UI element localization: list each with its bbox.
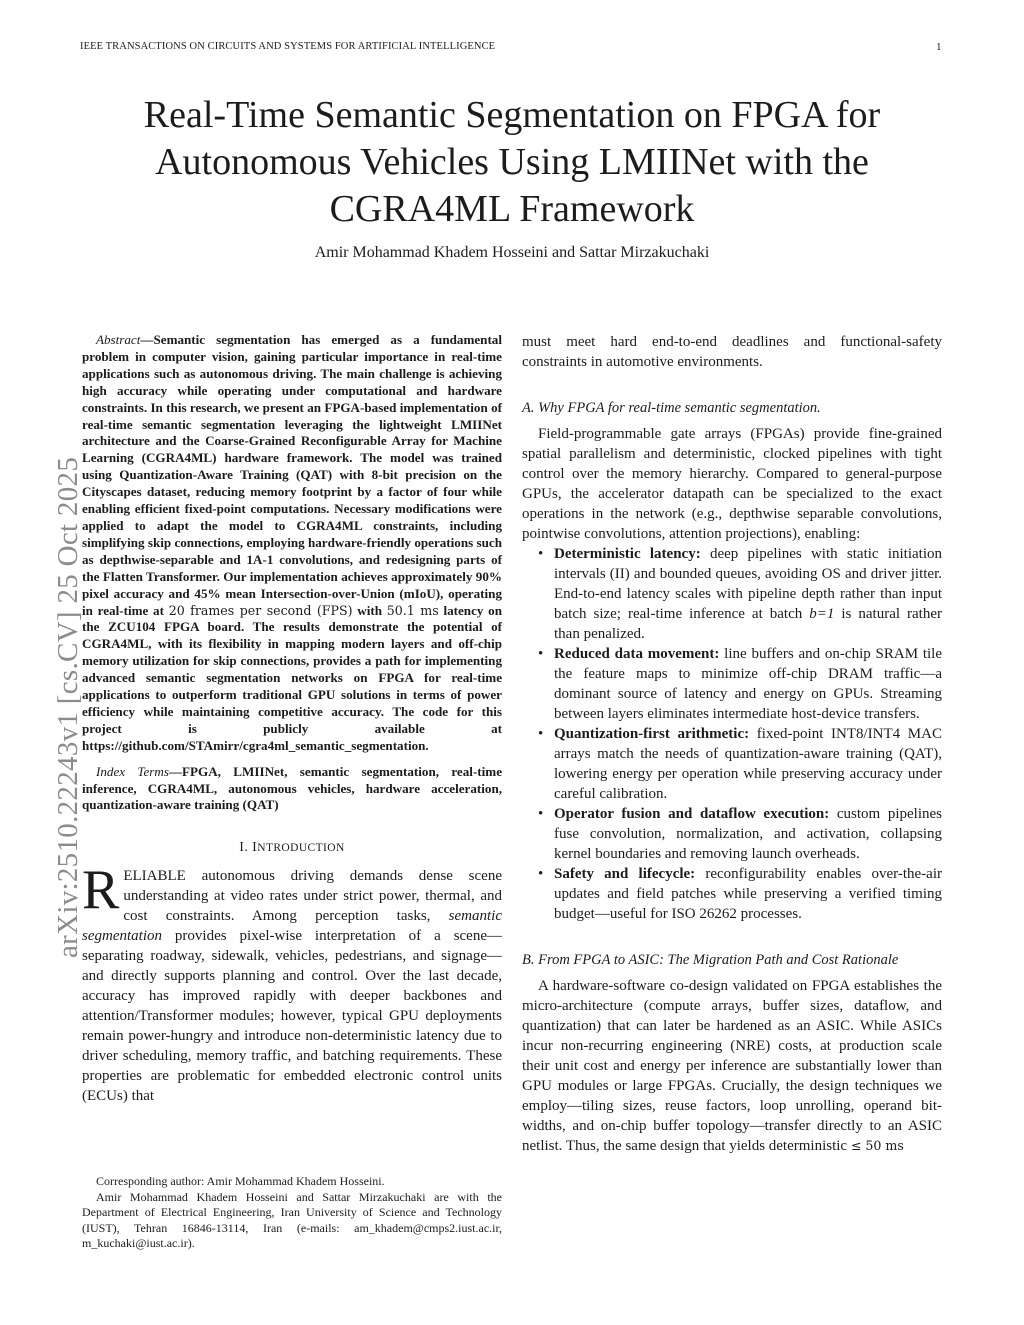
bullet-term: Quantization-first arithmetic: [554,726,750,742]
subsection-heading-a: A. Why FPGA for real-time semantic segmentation. [522,400,821,416]
abstract-fps: 20 frames per second (FPS) [168,602,353,618]
bullet-term: Reduced data movement: [554,646,720,662]
bullet-term: Safety and lifecycle: [554,866,696,882]
bullet-item [522,804,942,864]
intro-text: provides pixel-wise interpretation of a scene—separating roadway, sidewalk, vehicles, pedestrians, and signage—and directly supports planning and control. Over the last decade, accuracy has improved rapidly with deeper backbones and attention/Transformer modules; however, typical GPU deployments remain power-hungry and introduce non-deterministic latency due to driver scheduling, memory traffic, and batching requirements. These properties are problematic for embedded electronic control units (ECUs) that [82,928,502,1105]
footnote-corresponding: Corresponding author: Amir Mohammad Khadem Hosseini. [96,1174,385,1188]
intro-text: ELIABLE autonomous driving demands dense scene understanding at video rates under strict power, thermal, and cost constraints. Among perception tasks, [123,868,502,925]
title-line: CGRA4ML Framework [329,188,695,230]
page-number: 1 [936,41,942,53]
section-b-paragraph [522,976,942,1156]
bullet-list [522,544,942,924]
abstract-lead: Abstract [96,332,141,347]
right-column [522,332,942,1156]
subsection-heading-b: B. From FPGA to ASIC: The Migration Path and Cost Rationale [522,952,899,968]
intro-continuation: must meet hard end-to-end deadlines and functional-safety constraints in automotive environments. [522,334,942,370]
bullet-glyph: • [538,546,544,562]
abstract-text: with [352,602,387,618]
abstract-text: —Semantic segmentation has emerged as a fundamental problem in computer vision, gaining particular importance in real-time applications such as autonomous driving. The main challenge is achieving high accuracy while operating under computational and hardware constraints. In this research, we present an FPGA-based implementation of real-time semantic segmentation leveraging the lightweight LMIINet architecture and the Coarse-Grained Reconfigurable Array for Machine Learning (CGRA4ML) hardware framework. The model was trained using Quantization-Aware Training (QAT) with 8-bit precision on the Cityscapes dataset, reducing memory footprint by a factor of four while enabling efficient fixed-point computations. Necessary modifications were applied to adapt the model to CGRA4ML constraints, including simplifying skip connections, employing hardware-friendly operations such as depthwise-separable and 1A-1 convolutions, and redesigning parts of the Flatten Transformer. Our implementation achieves approximately 90% pixel accuracy and 45% mean Intersection-over-Union (mIoU), operating in real-time at [82,332,502,618]
left-column [82,332,502,1106]
title-line: Autonomous Vehicles Using LMIINet with the [155,141,869,183]
bullet-item [522,544,942,644]
bullet-item [522,864,942,924]
abstract-latency: 50.1 ms [386,602,439,618]
section-b-text: A hardware-software co-design validated on FPGA establishes the micro-architecture (compute arrays, buffer sizes, dataflow, and quantization) that can later be hardened as an ASIC. While ASICs incur non-recurring engineering (NRE) costs, at production scale their unit cost and energy per inference are substantially lower than GPU modules or large FPGAs. Crucially, the design techniques we employ—tiling sizes, reuse factors, loop unrolling, operand bit-widths, and on-chip buffer topology—transfer directly to an ASIC netlist. Thus, the same design that yields deterministic [522,978,942,1154]
section-b-math: ≤ 50 ms [850,1138,904,1153]
running-head: IEEE TRANSACTIONS ON CIRCUITS AND SYSTEMS FOR ARTIFICIAL INTELLIGENCE [80,41,496,52]
index-terms [82,764,502,815]
heading-smallcaps: NTRODUCTION [257,842,345,855]
heading-numeral: I. I [239,840,258,856]
bullet-item [522,644,942,724]
bullet-text: deep pipelines with static initiation intervals (II) and bounded queues, avoiding OS and driver jitter. End-to-end latency scales with pipeline depth rather than input batch size; real-time inference at batch [554,546,942,622]
section-heading-introduction [82,840,502,856]
intro-paragraph [82,859,502,1106]
bullet-term: Deterministic latency: [554,546,701,562]
author-list: Amir Mohammad Khadem Hosseini and Sattar Mirzakuchaki [314,244,710,261]
section-a-paragraph: Field-programmable gate arrays (FPGAs) provide fine-grained spatial parallelism and deterministic, clocked pipelines with tight control over the memory hierarchy. Compared to general-purpose GPUs, the accelerator datapath can be specialized to the exact operations in the network (e.g., depthwise separable convolutions, pointwise convolutions, attention projections), enabling: [522,426,942,542]
bullet-glyph: • [538,726,544,742]
bullet-text: custom pipelines fuse convolution, normalization, and activation, collapsing kernel boundaries and removing launch overheads. [554,806,942,862]
footnotes [82,1174,502,1252]
index-terms-lead: Index Terms [96,763,169,779]
bullet-text: line buffers and on-chip SRAM tile the feature maps to minimize off-chip DRAM traffic—a dominant source of latency and energy on GPUs. Streaming between layers eliminates intermediate host-device transfers. [554,646,942,722]
bullet-glyph: • [538,646,544,662]
bullet-text: fixed-point INT8/INT4 MAC arrays match the needs of quantization-aware training (QAT), lowering energy per operation while preserving accuracy under careful calibration. [554,726,942,802]
bullet-glyph: • [538,806,544,822]
paper-title [80,92,944,233]
intro-emphasis: semantic segmentation [82,908,502,945]
bullet-item [522,724,942,804]
bullet-term: Operator fusion and dataflow execution: [554,806,830,822]
abstract-text: latency on the ZCU104 FPGA board. The results demonstrate the potential of CGRA4ML, with its flexibility in mapping modern layers and off-chip memory utilization for skip connections, provides a path for implementing advanced semantic segmentation networks on FPGA for real-time applications to outperform traditional GPU solutions in terms of power efficiency while maintaining competitive accuracy. The code for this project is publicly available at https://github.com/STAmirr/cgra4ml_semantic_segmentation. [82,602,503,753]
title-line: Real-Time Semantic Segmentation on FPGA for [143,94,881,136]
drop-cap: R [82,859,120,922]
arxiv-stamp: arXiv:2510.22243v1 [cs.CV] 25 Oct 2025 [52,456,84,958]
bullet-text: reconfigurability enables over-the-air updates and field patches while preserving a verified timing budget—useful for ISO 26262 processes. [554,866,942,922]
footnote-affiliation: Amir Mohammad Khadem Hosseini and Sattar Mirzakuchaki are with the Department of Electrical Engineering, Iran University of Science and Technology (IUST), Tehran 16846-13114, Iran (e-mails: am_khadem@cmps2.iust.ac.ir, m_kuchaki@iust.ac.ir). [82,1189,502,1250]
bullet-tail: is natural rather than penalized. [554,606,942,642]
bullet-math: b=1 [809,606,835,622]
index-terms-text: —FPGA, LMIINet, semantic segmentation, real-time inference, CGRA4ML, autonomous vehicles, hardware acceleration, quantization-aware training (QAT) [82,763,503,813]
abstract [82,332,502,755]
bullet-glyph: • [538,866,544,882]
